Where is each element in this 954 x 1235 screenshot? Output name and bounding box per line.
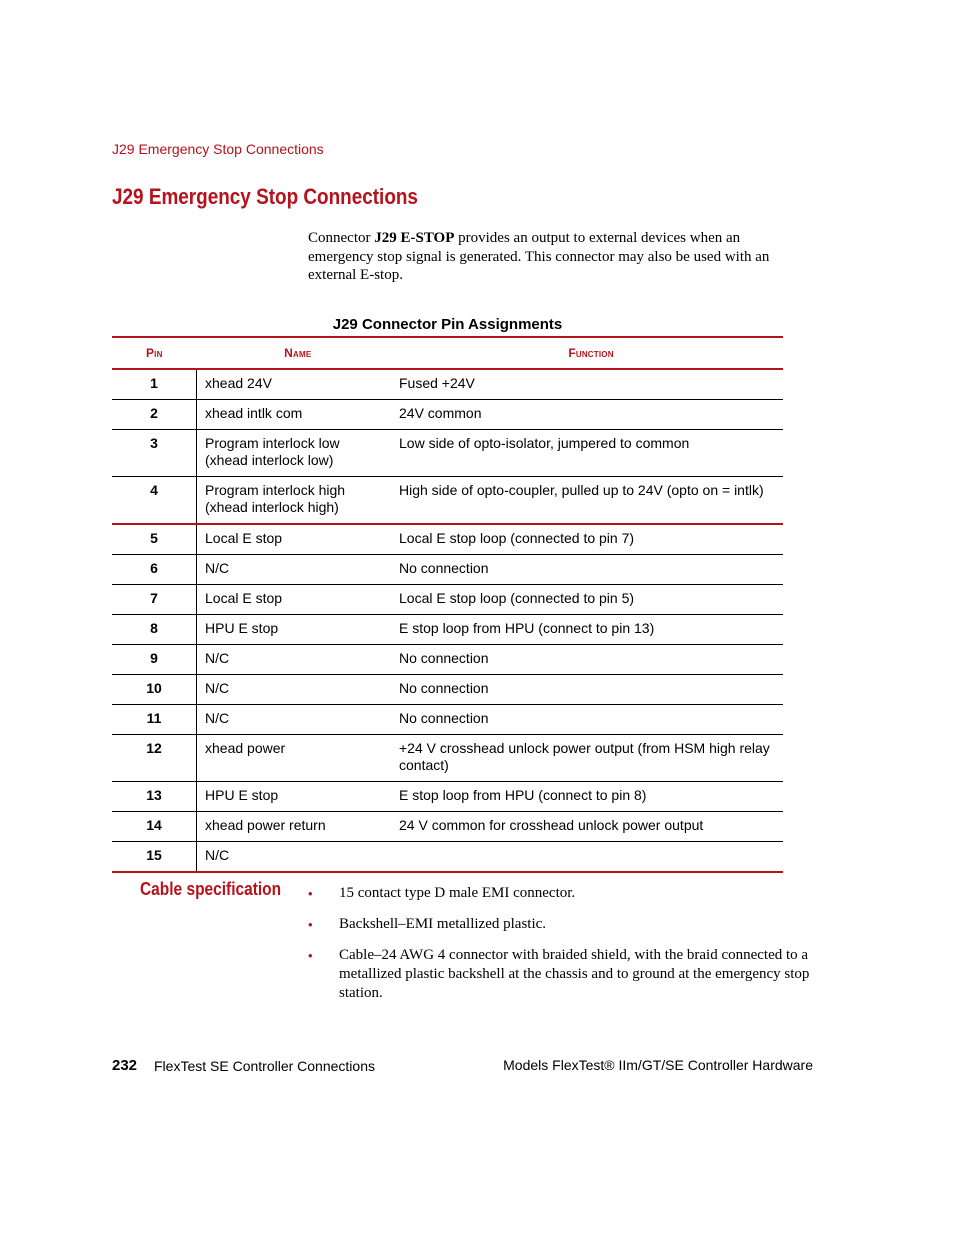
header-pin: Pin: [112, 337, 197, 369]
pin-cell: 11: [112, 705, 197, 735]
name-cell: xhead 24V: [197, 369, 400, 400]
name-cell: Program interlock high (xhead interlock high): [197, 477, 400, 525]
header-name: Name: [197, 337, 400, 369]
function-cell: +24 V crosshead unlock power output (from HSM high relay contact): [399, 735, 783, 782]
table-row: [112, 735, 783, 782]
bullet-icon: •: [308, 948, 313, 963]
list-item: [308, 884, 813, 903]
table-row: [112, 430, 783, 477]
table-body: [112, 369, 783, 872]
table-row: [112, 705, 783, 735]
table-row: [112, 812, 783, 842]
table-row: [112, 645, 783, 675]
pin-cell: 6: [112, 555, 197, 585]
pin-cell: 5: [112, 524, 197, 555]
table-row: [112, 400, 783, 430]
list-item: [308, 946, 813, 1003]
page-number: 232: [112, 1057, 138, 1074]
table-row: [112, 842, 783, 873]
list-item-text: Cable–24 AWG 4 connector with braided shield, with the braid connected to a metallized plastic backshell at the chassis and to ground at the emergency stop station.: [339, 947, 810, 1001]
function-cell: E stop loop from HPU (connect to pin 8): [399, 782, 783, 812]
page-title: J29 Emergency Stop Connections: [112, 184, 418, 209]
list-item-text: 15 contact type D male EMI connector.: [339, 885, 576, 901]
name-cell: N/C: [197, 645, 400, 675]
name-cell: HPU E stop: [197, 782, 400, 812]
function-cell: [399, 842, 783, 873]
table-caption: J29 Connector Pin Assignments: [332, 316, 563, 333]
pin-cell: 8: [112, 615, 197, 645]
pin-cell: 7: [112, 585, 197, 615]
name-cell: N/C: [197, 705, 400, 735]
intro-prefix: Connector: [308, 230, 375, 246]
pin-cell: 2: [112, 400, 197, 430]
table-row: [112, 477, 783, 525]
function-cell: Low side of opto-isolator, jumpered to common: [399, 430, 783, 477]
table-row: [112, 524, 783, 555]
function-cell: No connection: [399, 645, 783, 675]
name-cell: xhead power: [197, 735, 400, 782]
function-cell: 24 V common for crosshead unlock power output: [399, 812, 783, 842]
table-row: [112, 675, 783, 705]
table-row: [112, 555, 783, 585]
name-cell: Local E stop: [197, 585, 400, 615]
function-cell: High side of opto-coupler, pulled up to 24V (opto on = intlk): [399, 477, 783, 525]
name-cell: HPU E stop: [197, 615, 400, 645]
table-row: [112, 615, 783, 645]
name-cell: N/C: [197, 842, 400, 873]
table-row: [112, 369, 783, 400]
cable-spec-heading: Cable specification: [140, 879, 282, 899]
pin-cell: 9: [112, 645, 197, 675]
table-row: [112, 585, 783, 615]
pin-cell: 1: [112, 369, 197, 400]
list-item-text: Backshell–EMI metallized plastic.: [339, 916, 547, 932]
name-cell: N/C: [197, 675, 400, 705]
table-row: [112, 782, 783, 812]
pin-cell: 10: [112, 675, 197, 705]
function-cell: Local E stop loop (connected to pin 5): [399, 585, 783, 615]
bullet-icon: •: [308, 886, 313, 901]
pin-cell: 3: [112, 430, 197, 477]
footer-section: FlexTest SE Controller Connections: [154, 1058, 375, 1074]
cable-spec-list: [308, 884, 813, 1015]
name-cell: xhead intlk com: [197, 400, 400, 430]
intro-paragraph: [308, 229, 798, 285]
function-cell: E stop loop from HPU (connect to pin 13): [399, 615, 783, 645]
function-cell: No connection: [399, 705, 783, 735]
table-header-row: [112, 337, 783, 369]
breadcrumb: J29 Emergency Stop Connections: [112, 141, 324, 157]
function-cell: No connection: [399, 675, 783, 705]
intro-suffix: provides an output to external devices when an emergency stop signal is generated. This connector may also be used with an external E-stop.: [308, 230, 770, 283]
function-cell: Local E stop loop (connected to pin 7): [399, 524, 783, 555]
name-cell: Program interlock low (xhead interlock low): [197, 430, 400, 477]
pin-cell: 4: [112, 477, 197, 525]
pin-cell: 13: [112, 782, 197, 812]
bullet-icon: •: [308, 917, 313, 932]
pin-cell: 14: [112, 812, 197, 842]
name-cell: Local E stop: [197, 524, 400, 555]
footer-document-title: Models FlexTest® IIm/GT/SE Controller Hardware: [503, 1057, 813, 1073]
function-cell: No connection: [399, 555, 783, 585]
function-cell: Fused +24V: [399, 369, 783, 400]
list-item: [308, 915, 813, 934]
name-cell: xhead power return: [197, 812, 400, 842]
header-function: Function: [399, 337, 783, 369]
name-cell: N/C: [197, 555, 400, 585]
pin-cell: 15: [112, 842, 197, 873]
function-cell: 24V common: [399, 400, 783, 430]
pin-assignment-table: [112, 336, 783, 873]
connector-name: J29 E-STOP: [374, 230, 455, 246]
pin-cell: 12: [112, 735, 197, 782]
